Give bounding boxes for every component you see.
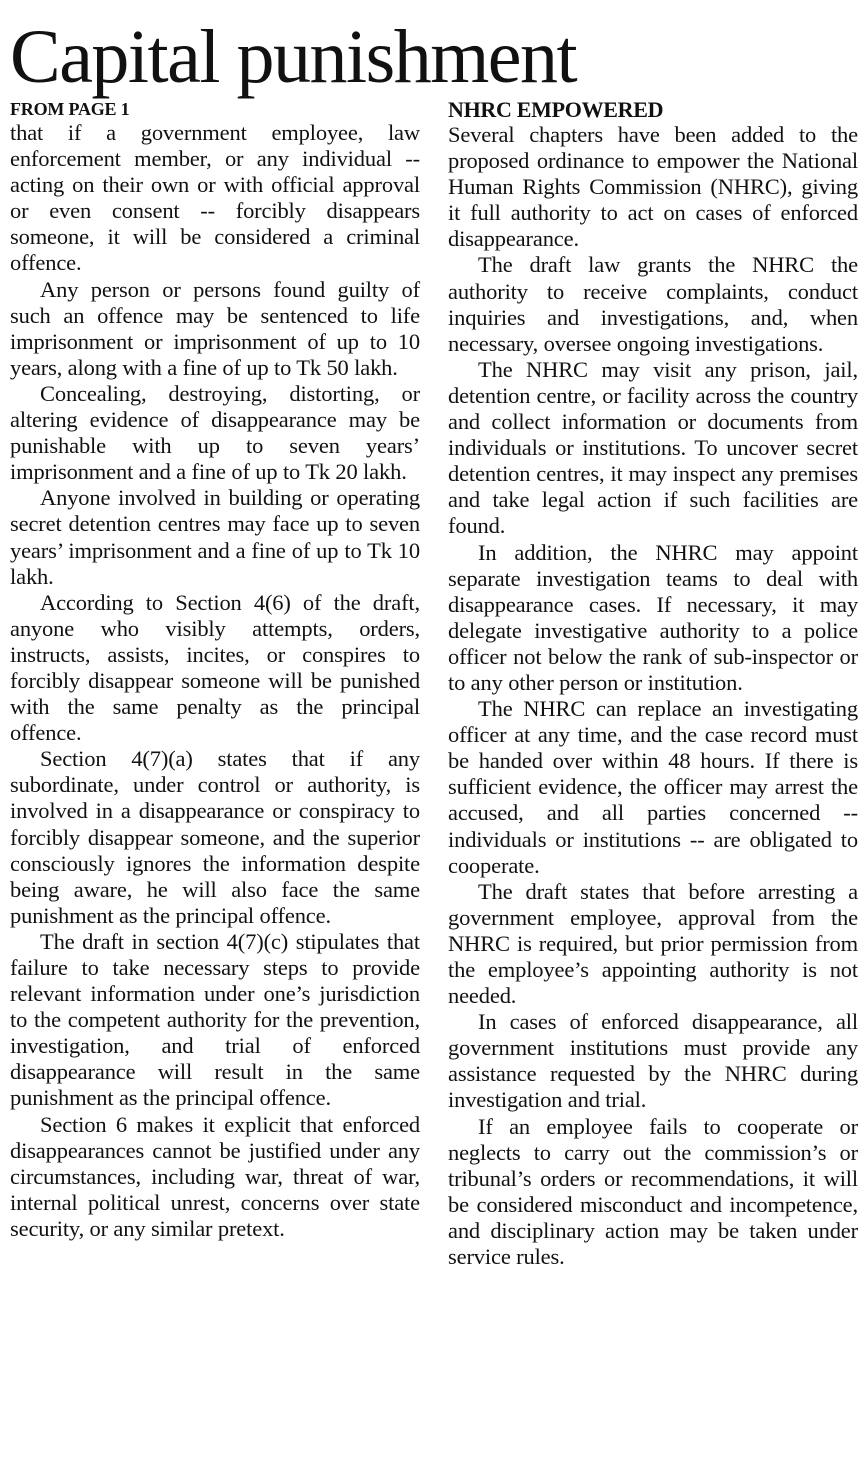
paragraph: In addition, the NHRC may appoint separate investigation teams to deal with disappearance cases. If necessary, it may delegate investigative authority to a police officer not below the rank of sub-inspector or to any other person or institution. (448, 539, 858, 695)
paragraph: Section 6 makes it explicit that enforced disappearances cannot be justified under any circumstances, including war, threat of war, internal political unrest, concerns over state security, or any similar pretext. (10, 1111, 420, 1241)
headline: Capital punishment (10, 15, 577, 99)
paragraph: In cases of enforced disappearance, all government institutions must provide any assistance requested by the NHRC during investigation and trial. (448, 1009, 858, 1113)
paragraph: The NHRC can replace an investigating officer at any time, and the case record must be handed over within 48 hours. If there is sufficient evidence, the officer may arrest the accused, and all parties concerned -- individuals or institutions -- are obligated to cooperate. (448, 696, 858, 878)
section-subhead: NHRC EMPOWERED (448, 97, 664, 122)
paragraph: The draft states that before arresting a government employee, approval from the NHRC is required, but prior permission from the employee’s appointing authority is not needed. (448, 878, 858, 1009)
paragraph: Concealing, destroying, distorting, or altering evidence of disappearance may be punishable with up to seven years’ imprisonment and a fine of up to Tk 20 lakh. (10, 380, 420, 485)
paragraph: Any person or persons found guilty of such an offence may be sentenced to life imprisonment or imprisonment of up to 10 years, along with a fine of up to Tk 50 lakh. (10, 276, 420, 380)
paragraph: Section 4(7)(a) states that if any subordinate, under control or authority, is involved in a disappearance or conspiracy to forcibly disappear someone, and the superior consciously ignores the information despite being aware, he will also face the same punishment as the principal offence. (10, 746, 420, 928)
paragraph: According to Section 4(6) of the draft, anyone who visibly attempts, orders, instructs, assists, incites, or conspires to forcibly disappear someone will be punished with the same penalty as the principal offence. (10, 589, 420, 746)
paragraph: The draft in section 4(7)(c) stipulates that failure to take necessary steps to provide relevant information under one’s jurisdiction to the competent authority for the prevention, investigation, and trial of enforced disappearance will result in the same punishment as the principal offence. (10, 928, 420, 1111)
right-column (448, 98, 858, 1270)
paragraph: Anyone involved in building or operating secret detention centres may face up to seven years’ imprisonment and a fine of up to Tk 10 lakh. (10, 485, 420, 589)
paragraph: If an employee fails to cooperate or neglects to carry out the commission’s or tribunal’s orders or recommendations, it will be considered misconduct and incompetence, and disciplinary action may be taken under service rules. (448, 1113, 858, 1270)
left-column (10, 98, 420, 1242)
paragraph: The draft law grants the NHRC the authority to receive complaints, conduct inquiries and investigations, and, when necessary, oversee ongoing investigations. (448, 252, 858, 356)
paragraph: The NHRC may visit any prison, jail, detention centre, or facility across the country and collect information or documents from individuals or institutions. To uncover secret detention centres, it may inspect any premises and take legal action if such facilities are found. (448, 356, 858, 539)
continuation-label: FROM PAGE 1 (10, 99, 130, 119)
paragraph: Several chapters have been added to the proposed ordinance to empower the National Human Rights Commission (NHRC), giving it full authority to act on cases of enforced disappearance. (448, 122, 858, 252)
paragraph: that if a government employee, law enforcement member, or any individual -- acting on their own or with official approval or even consent -- forcibly disappears someone, it will be considered a criminal offence. (10, 120, 420, 276)
